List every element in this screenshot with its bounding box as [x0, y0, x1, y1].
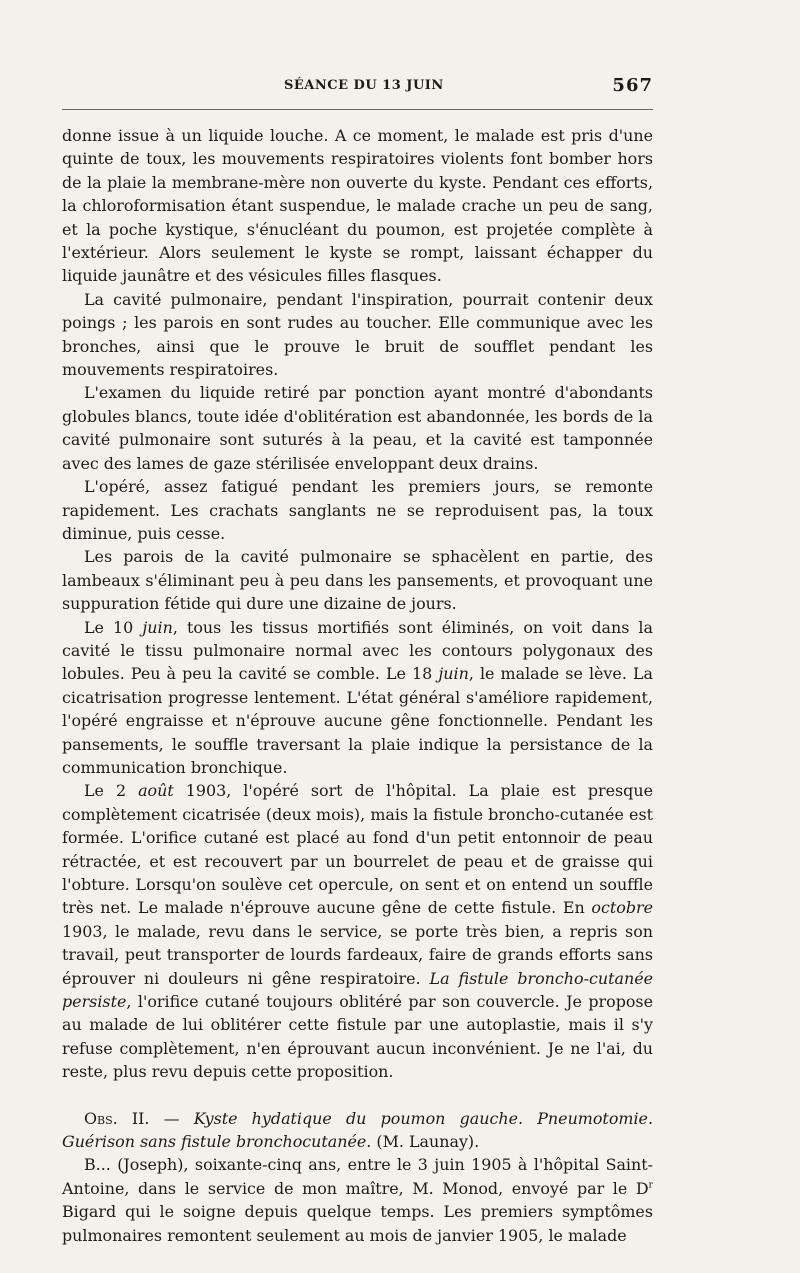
paragraph-1: donne issue à un liquide louche. A ce moment, le malade est pris d'une quinte de toux, les mouvements respiratoires violents font bomber hors de la plaie la membrane-mère non ouverte du kyste. Pendant ces efforts, la chloroformisation étant suspendue, le malade crache un peu de sang, et la poche kystique, s'énucléant du poumon, est projetée complète à l'extérieur. Alors seulement le kyste se rompt, laissant échapper du liquide jaunâtre et des vésicules filles flasques.	[62, 126, 653, 286]
date-italic: octobre	[591, 898, 653, 918]
header-rule	[62, 109, 653, 110]
observation-title: Kyste hydatique du poumon gauche. Pneumotomie. Guérison sans fistule bronchocutanée.	[62, 1108, 653, 1152]
text-run: , tous les tissus mortifiés sont éliminés, on voit dans la cavité le tissu pulmonaire normal avec les contours polygonaux des lobules. Peu à peu la cavité se comble. Le 18	[62, 617, 653, 684]
text-run: , l'orifice cutané toujours oblitéré par son couvercle. Je propose au malade de lui oblitérer cette fistule par une autoplastie, mais il s'y refuse complètement, n'en éprouvant aucun inconvénient. Je ne l'ai, du reste, plus revu depuis cette proposition.	[62, 992, 653, 1082]
paragraph-4: L'opéré, assez fatigué pendant les premiers jours, se remonte rapidement. Les crachats sanglants ne se reproduisent pas, la toux diminue, puis cesse.	[62, 477, 653, 543]
text-run: 1903, le malade, revu dans le service, se porte très bien, a repris son travail, peut transporter de lourds fardeaux, faire de grands efforts sans éprouver ni douleurs ni gêne respiratoire.	[62, 921, 653, 988]
text-run: —	[149, 1108, 194, 1128]
observation-heading	[62, 1107, 653, 1154]
text-run: Le 10	[84, 617, 143, 637]
observation-author: (M. Launay).	[371, 1132, 480, 1152]
text-run: B... (Joseph), soixante-cinq ans, entre le 3 juin 1905 à l'hôpital Saint-Antoine, dans le service de mon maître, M. Monod, envoyé par le	[62, 1155, 653, 1198]
paragraph-3: L'examen du liquide retiré par ponction ayant montré d'abondants globules blancs, toute idée d'oblitération est abandonnée, les bords de la cavité pulmonaire sont suturés à la peau, et la cavité est tamponnée avec des lames de gaze stérilisée enveloppant deux drains.	[62, 383, 653, 473]
date-italic: juin	[142, 617, 173, 637]
date-italic: juin	[438, 664, 469, 684]
doctor-abbrev: D	[635, 1178, 649, 1198]
emphasis-italic: La fistule broncho-cutanée persiste	[62, 968, 653, 1012]
doctor-abbrev-sup: r	[648, 1180, 653, 1191]
text-run: 1903, l'opéré sort de l'hôpital. La plaie est presque complètement cicatrisée (deux mois), mais la fistule broncho-cutanée est formée. L'orifice cutané est placé au fond d'un petit entonnoir de peau rétractée, et est recouvert par un bourrelet de peau et de graisse qui l'obture. Lorsqu'on soulève cet opercule, on sent et on entend un souffle très net. Le malade n'éprouve aucune gêne de cette fistule. En	[62, 781, 653, 918]
paragraph-5: Les parois de la cavité pulmonaire se sphacèlent en partie, des lambeaux s'éliminant peu à peu dans les pansements, et provoquant une suppuration fétide qui dure une dizaine de jours.	[62, 547, 653, 614]
paragraph-6	[62, 616, 653, 780]
text-run: Le 2	[84, 781, 139, 801]
date-italic: août	[138, 781, 174, 801]
text-run: , le malade se lève. La cicatrisation progresse lentement. L'état général s'améliore rapidement, l'opéré engraisse et n'éprouve aucune gêne fonctionnelle. Pendant les pansements, le souffle traversant la plaie indique la persistance de la communication bronchique.	[62, 664, 653, 777]
body-text	[62, 124, 653, 1247]
running-head: SÉANCE DU 13 JUIN	[284, 78, 444, 93]
observation-label: Obs. II.	[84, 1108, 150, 1128]
paragraph-7	[62, 779, 653, 1083]
page-header	[62, 75, 653, 100]
paragraph-8	[62, 1153, 653, 1247]
text-run: Bigard qui le soigne depuis quelque temps. Les premiers symptômes pulmonaires remontent seulement au mois de janvier 1905, le malade	[62, 1202, 653, 1245]
page-number: 567	[612, 75, 653, 96]
paragraph-2: La cavité pulmonaire, pendant l'inspiration, pourrait contenir deux poings ; les parois en sont rudes au toucher. Elle communique avec les bronches, ainsi que le prouve le bruit de soufflet pendant les mouvements respiratoires.	[62, 289, 653, 380]
